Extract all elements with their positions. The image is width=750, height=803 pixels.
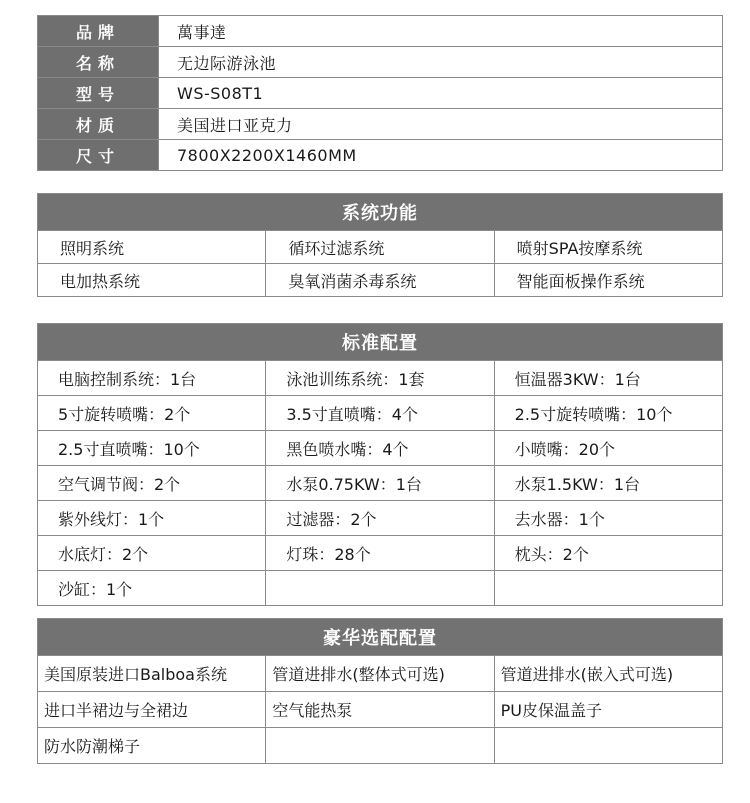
spec-row-material <box>38 109 723 140</box>
option-cell: 美国原装进口Balboa系统 <box>38 656 266 692</box>
config-cell <box>494 571 722 606</box>
table-row <box>38 466 723 501</box>
config-cell: 水泵0.75KW：1台 <box>266 466 494 501</box>
config-cell: 黑色喷水嘴：4个 <box>266 431 494 466</box>
table-row <box>38 692 723 728</box>
spec-value: 无边际游泳池 <box>159 47 723 78</box>
config-cell: 2.5寸旋转喷嘴：10个 <box>494 396 722 431</box>
spec-row-brand <box>38 16 723 47</box>
table-row <box>38 656 723 692</box>
table-row <box>38 396 723 431</box>
config-cell <box>266 571 494 606</box>
option-cell <box>266 728 494 764</box>
spec-value: WS-S08T1 <box>159 78 723 109</box>
spec-value: 美国进口亚克力 <box>159 109 723 140</box>
functions-title: 系统功能 <box>38 194 723 231</box>
table-row <box>38 501 723 536</box>
table-row <box>38 264 723 297</box>
option-cell: 进口半裙边与全裙边 <box>38 692 266 728</box>
table-row <box>38 431 723 466</box>
function-cell: 喷射SPA按摩系统 <box>494 231 722 264</box>
table-row <box>38 571 723 606</box>
function-cell: 电加热系统 <box>38 264 266 297</box>
config-cell: 水底灯：2个 <box>38 536 266 571</box>
config-cell: 过滤器：2个 <box>266 501 494 536</box>
table-row <box>38 728 723 764</box>
standard-config-title: 标准配置 <box>38 324 723 361</box>
config-cell: 沙缸：1个 <box>38 571 266 606</box>
option-cell <box>494 728 722 764</box>
config-cell: 空气调节阀：2个 <box>38 466 266 501</box>
spec-key: 尺寸 <box>38 140 159 171</box>
config-cell: 电脑控制系统：1台 <box>38 361 266 396</box>
config-cell: 枕头：2个 <box>494 536 722 571</box>
config-cell: 5寸旋转喷嘴：2个 <box>38 396 266 431</box>
luxury-config-table <box>37 618 723 764</box>
spec-key: 品牌 <box>38 16 159 47</box>
config-cell: 去水器：1个 <box>494 501 722 536</box>
config-cell: 小喷嘴：20个 <box>494 431 722 466</box>
spec-value: 萬事達 <box>159 16 723 47</box>
config-cell: 紫外线灯：1个 <box>38 501 266 536</box>
spec-row-model <box>38 78 723 109</box>
table-row <box>38 231 723 264</box>
function-cell: 照明系统 <box>38 231 266 264</box>
config-cell: 灯珠：28个 <box>266 536 494 571</box>
config-cell: 泳池训练系统：1套 <box>266 361 494 396</box>
table-row <box>38 536 723 571</box>
config-cell: 2.5寸直喷嘴：10个 <box>38 431 266 466</box>
standard-config-table <box>37 323 723 606</box>
option-cell: 空气能热泵 <box>266 692 494 728</box>
function-cell: 循环过滤系统 <box>266 231 494 264</box>
spec-table <box>37 15 723 171</box>
config-cell: 水泵1.5KW：1台 <box>494 466 722 501</box>
option-cell: 防水防潮梯子 <box>38 728 266 764</box>
function-cell: 智能面板操作系统 <box>494 264 722 297</box>
option-cell: 管道进排水(整体式可选) <box>266 656 494 692</box>
config-cell: 3.5寸直喷嘴：4个 <box>266 396 494 431</box>
option-cell: PU皮保温盖子 <box>494 692 722 728</box>
table-row <box>38 361 723 396</box>
spec-row-size <box>38 140 723 171</box>
spec-key: 型号 <box>38 78 159 109</box>
spec-key: 材质 <box>38 109 159 140</box>
function-cell: 臭氧消菌杀毒系统 <box>266 264 494 297</box>
luxury-config-title: 豪华选配配置 <box>38 619 723 656</box>
spec-row-name <box>38 47 723 78</box>
functions-table <box>37 193 723 297</box>
spec-value: 7800X2200X1460MM <box>159 140 723 171</box>
option-cell: 管道进排水(嵌入式可选) <box>494 656 722 692</box>
spec-key: 名称 <box>38 47 159 78</box>
config-cell: 恒温器3KW：1台 <box>494 361 722 396</box>
